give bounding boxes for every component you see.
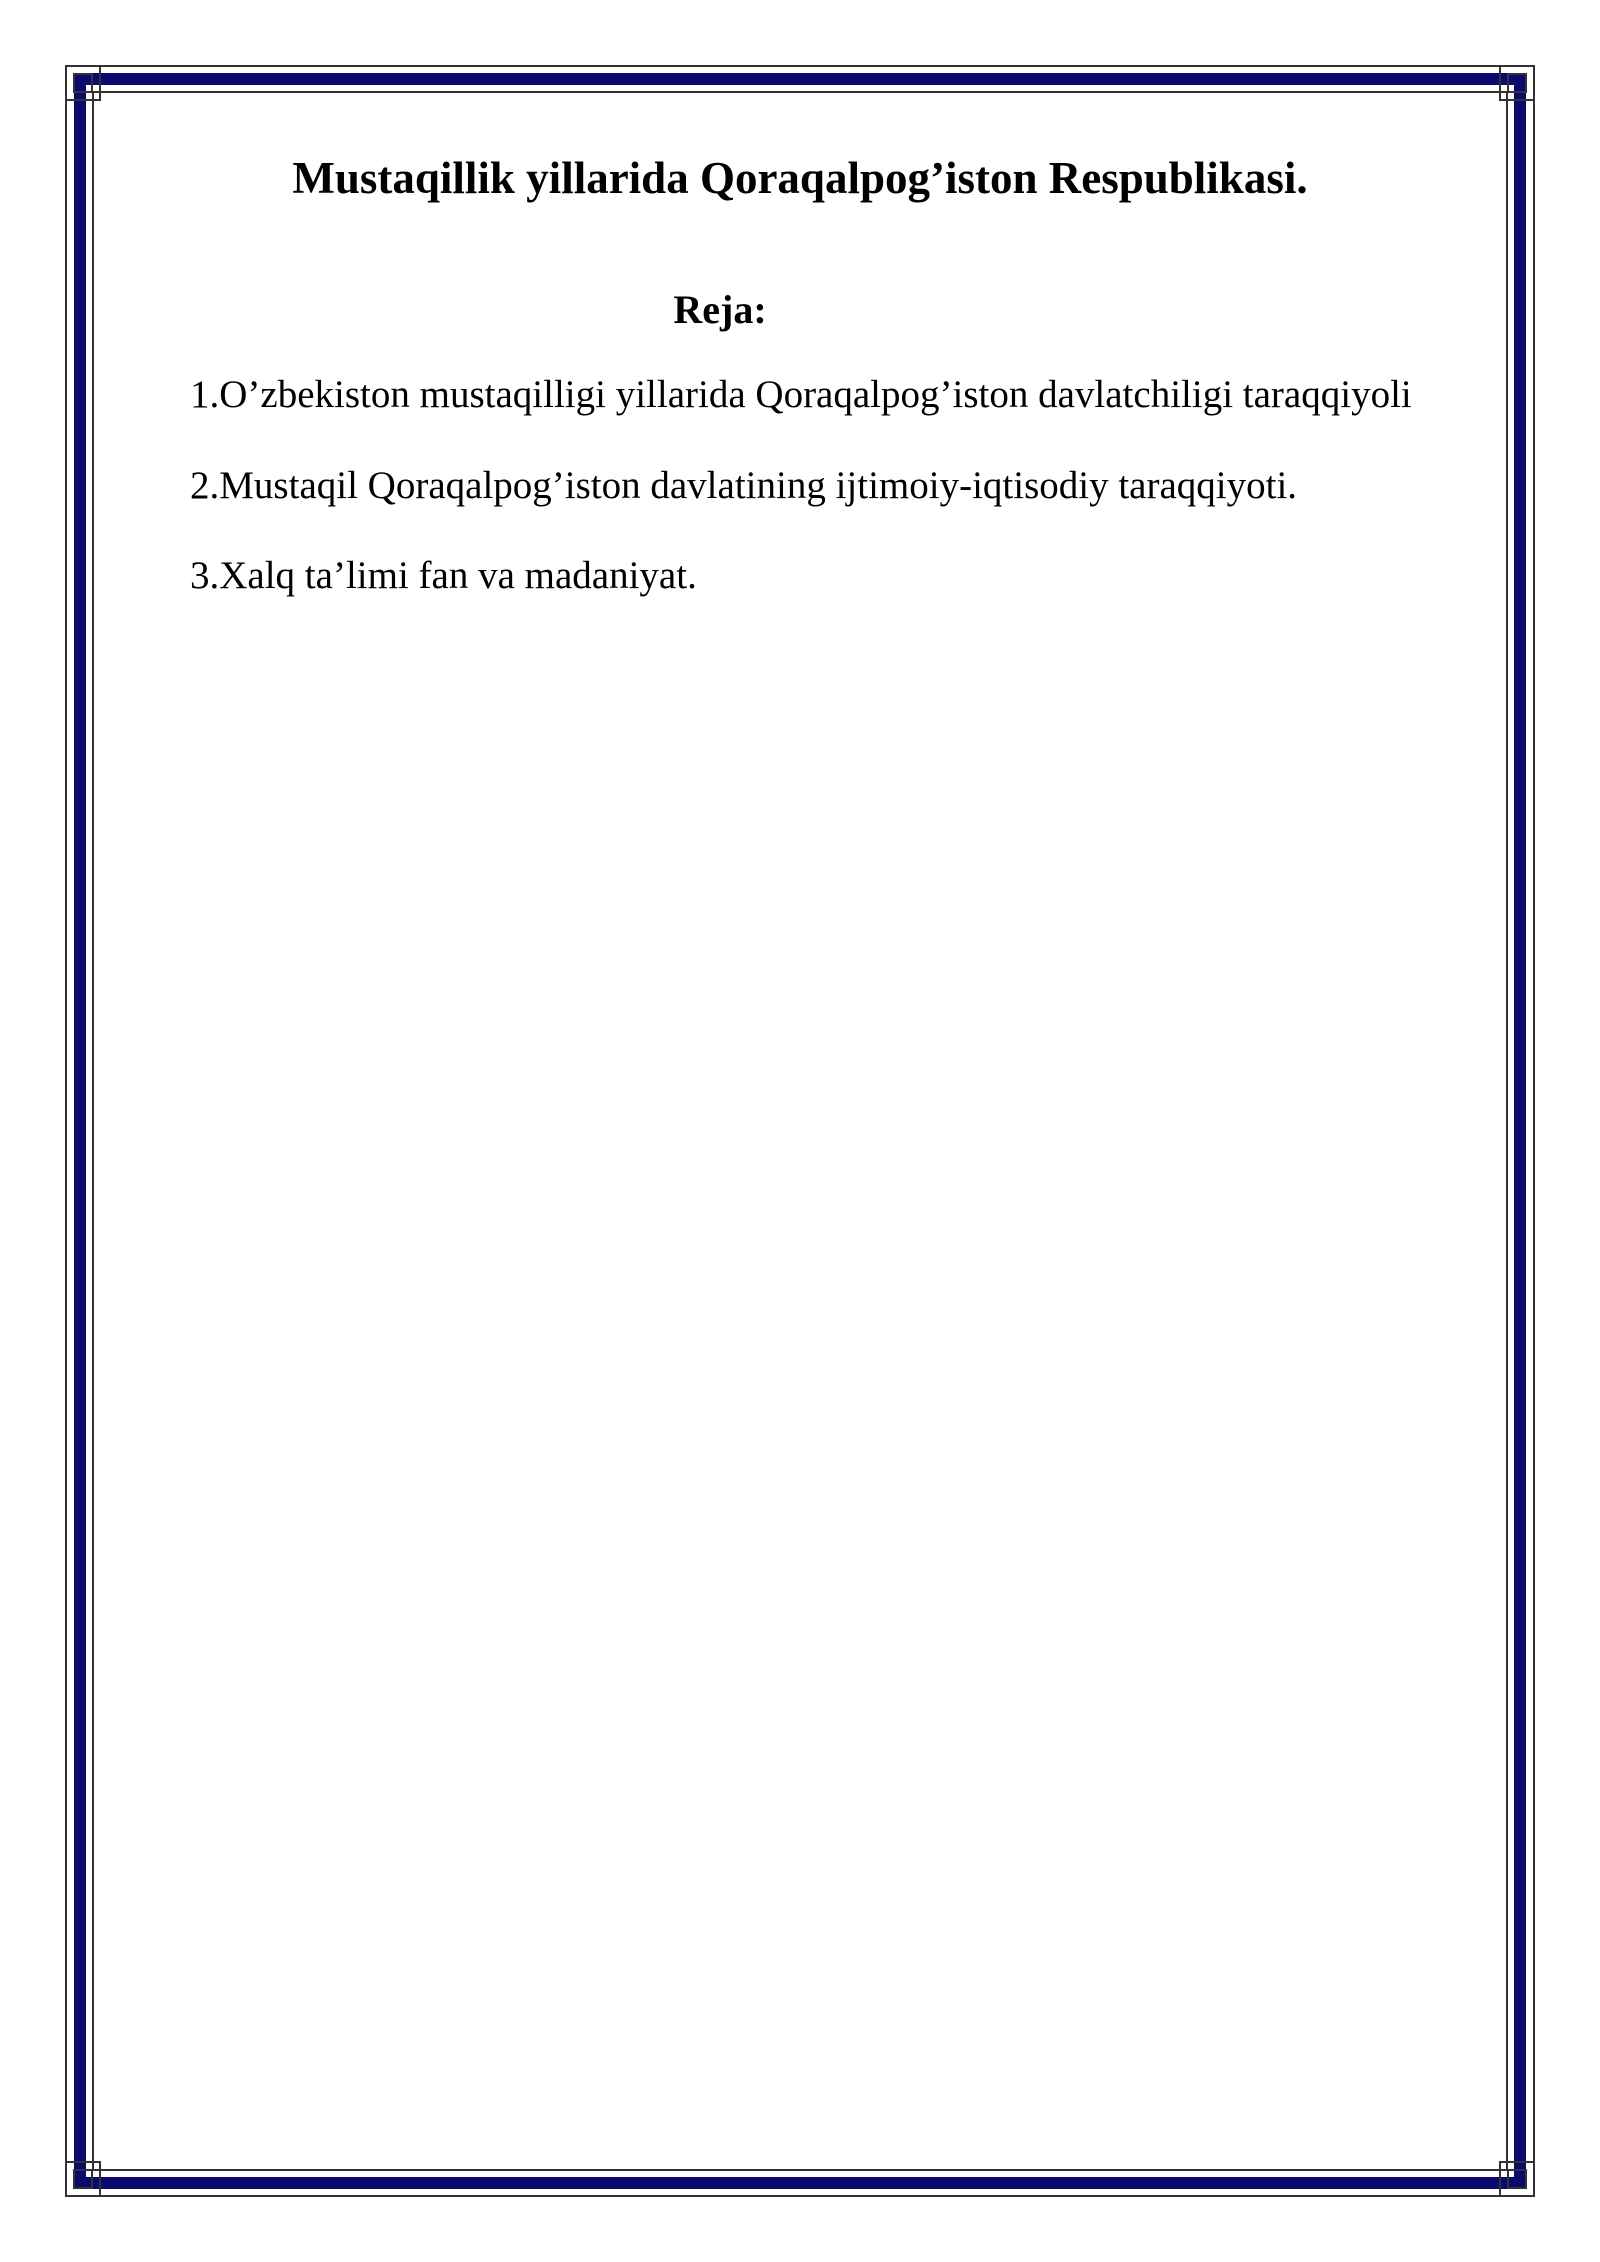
plan-heading: Reja: xyxy=(673,287,767,332)
plan-item-3: 3.Xalq ta’limi fan va madaniyat. xyxy=(190,554,697,597)
plan-item-1: 1.O’zbekiston mustaqilligi yillarida Qoraqalpog’iston davlatchiligi taraqqiyoli xyxy=(190,373,1412,416)
corner-ornament-bottom-right xyxy=(1500,2162,1534,2196)
plan-item-2: 2.Mustaqil Qoraqalpog’iston davlatining ijtimoiy-iqtisodiy taraqqiyoti. xyxy=(190,464,1298,507)
page-title: Mustaqillik yillarida Qoraqalpog’iston Respublikasi. xyxy=(292,153,1308,203)
corner-ornament-top-right xyxy=(1500,66,1534,100)
corner-ornament-top-left xyxy=(66,66,100,100)
corner-ornament-bottom-left xyxy=(66,2162,100,2196)
plan-list xyxy=(190,372,1488,598)
